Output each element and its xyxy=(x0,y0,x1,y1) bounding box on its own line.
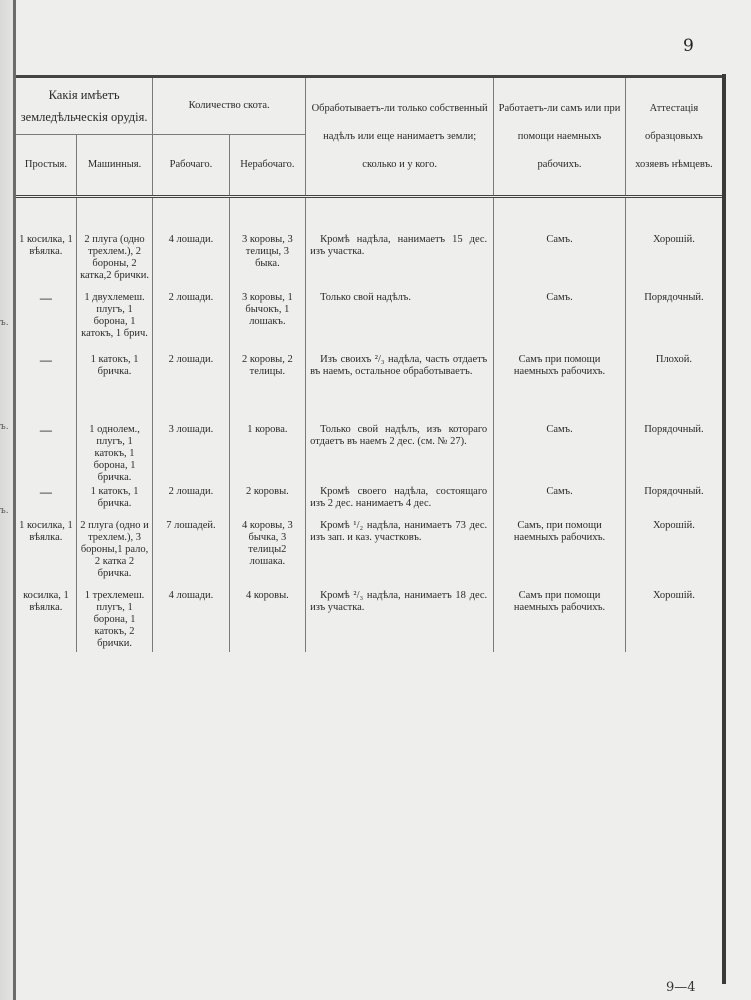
margin-fragment: ъ. xyxy=(0,506,9,516)
farm-survey-table xyxy=(16,78,722,652)
cell-labor: Самъ при помощи наемныхъ рабочихъ. xyxy=(494,354,626,424)
cell-working-livestock: 7 лошадей. xyxy=(153,520,229,590)
printer-signature-mark: 9—4 xyxy=(666,980,696,995)
cell-land: Кромѣ своего надѣла, состоящаго изъ 2 дес. нанимаетъ 4 дес. xyxy=(306,486,494,520)
table-row xyxy=(16,590,722,652)
cell-machine-tools: 1 двухлемеш. плугъ, 1 борона, 1 катокъ, 1 брич. xyxy=(76,292,152,354)
cell-land: Изъ своихъ ²/₃ надѣла, часть отдаетъ въ наемъ, остальное обработываетъ. xyxy=(306,354,494,424)
header-livestock-nonworking: Нерабочаго. xyxy=(229,135,305,197)
header-attestation: Аттестація образцовыхъ хозяевъ нѣмцевъ. xyxy=(625,78,722,197)
table-row xyxy=(16,354,722,424)
cell-labor: Самъ при помощи наемныхъ рабочихъ. xyxy=(494,590,626,652)
header-tools-simple: Простыя. xyxy=(16,135,76,197)
cell-land: Кромѣ ¹/₂ надѣла, нанимаетъ 73 дес. изъ зап. и каз. участковъ. xyxy=(306,520,494,590)
cell-simple-tools: 1 косилка, 1 вѣялка. xyxy=(19,234,73,257)
header-tools-machine: Машинныя. xyxy=(76,135,152,197)
cell-attestation: Хорошій. xyxy=(625,520,722,590)
cell-labor: Самъ, при помощи наемныхъ рабочихъ. xyxy=(494,520,626,590)
cell-machine-tools: 1 однолем., плугъ, 1 катокъ, 1 борона, 1 бричка. xyxy=(76,424,152,486)
margin-fragment: ъ. xyxy=(0,318,9,328)
cell-land: Только свой надѣлъ, изъ котораго отдаетъ въ наемъ 2 дес. (см. № 27). xyxy=(306,424,494,486)
cell-land: Только свой надѣлъ. xyxy=(306,292,494,354)
cell-attestation: Порядочный. xyxy=(625,424,722,486)
cell-working-livestock: 2 лошади. xyxy=(153,354,229,424)
cell-simple-tools: 1 косилка, 1 вѣялка. xyxy=(19,520,73,543)
header-labor: Работаетъ-ли самъ или при помощи наемныхъ рабочихъ. xyxy=(494,78,626,197)
cell-labor: Самъ. xyxy=(494,292,626,354)
cell-working-livestock: 3 лошади. xyxy=(153,424,229,486)
cell-working-livestock: 4 лошади. xyxy=(153,197,229,293)
cell-simple-tools: — xyxy=(39,423,52,437)
left-page-gutter xyxy=(0,0,14,1000)
cell-attestation: Хорошій. xyxy=(625,590,722,652)
cell-simple-tools: — xyxy=(39,353,52,367)
cell-labor: Самъ. xyxy=(494,197,626,293)
cell-working-livestock: 2 лошади. xyxy=(153,292,229,354)
cell-working-livestock: 4 лошади. xyxy=(153,590,229,652)
cell-labor: Самъ. xyxy=(494,486,626,520)
margin-fragment: ъ. xyxy=(0,422,9,432)
cell-machine-tools: 1 катокъ, 1 бричка. xyxy=(76,486,152,520)
header-livestock-working: Рабочаго. xyxy=(153,135,229,197)
header-land: Обработываетъ-ли только собственный надѣлъ или еще нанимаетъ земли; сколько и у кого. xyxy=(306,78,494,197)
cell-machine-tools: 2 плуга (одно трехлем.), 2 бороны, 2 катка,2 брички. xyxy=(76,197,152,293)
cell-nonworking-livestock: 3 коровы, 1 бычокъ, 1 лошакъ. xyxy=(229,292,305,354)
cell-nonworking-livestock: 4 коровы, 3 бычка, 3 телицы2 лошака. xyxy=(229,520,305,590)
table-row xyxy=(16,486,722,520)
header-livestock-group: Количество скота. xyxy=(153,78,306,135)
cell-attestation: Хорошій. xyxy=(625,197,722,293)
cell-attestation: Порядочный. xyxy=(625,486,722,520)
cell-land: Кромѣ надѣла, нанимаетъ 15 дес. изъ участка. xyxy=(306,197,494,293)
cell-nonworking-livestock: 4 коровы. xyxy=(229,590,305,652)
cell-nonworking-livestock: 2 коровы. xyxy=(229,486,305,520)
table-right-rule xyxy=(722,74,726,984)
cell-machine-tools: 2 плуга (одно и трехлем.), 3 бороны,1 рало, 2 катка 2 бричка. xyxy=(76,520,152,590)
cell-attestation: Плохой. xyxy=(625,354,722,424)
cell-labor: Самъ. xyxy=(494,424,626,486)
cell-nonworking-livestock: 3 коровы, 3 телицы, 3 быка. xyxy=(229,197,305,293)
cell-machine-tools: 1 катокъ, 1 бричка. xyxy=(76,354,152,424)
table-row xyxy=(16,424,722,486)
header-tools-group: Какія имѣетъ земледѣльческія орудія. xyxy=(20,88,148,124)
cell-simple-tools: косилка, 1 вѣялка. xyxy=(23,590,69,613)
cell-machine-tools: 1 трехлемеш. плугъ, 1 борона, 1 катокъ, 2 брички. xyxy=(76,590,152,652)
cell-working-livestock: 2 лошади. xyxy=(153,486,229,520)
cell-nonworking-livestock: 2 коровы, 2 телицы. xyxy=(229,354,305,424)
table-row xyxy=(16,520,722,590)
cell-nonworking-livestock: 1 корова. xyxy=(229,424,305,486)
cell-simple-tools: — xyxy=(39,485,52,499)
cell-land: Кромѣ ²/₃ надѣла, нанимаетъ 18 дес. изъ участка. xyxy=(306,590,494,652)
table-row xyxy=(16,292,722,354)
table-row xyxy=(16,197,722,293)
cell-attestation: Порядочный. xyxy=(625,292,722,354)
page-number: 9 xyxy=(683,36,694,56)
cell-simple-tools: — xyxy=(39,291,52,305)
